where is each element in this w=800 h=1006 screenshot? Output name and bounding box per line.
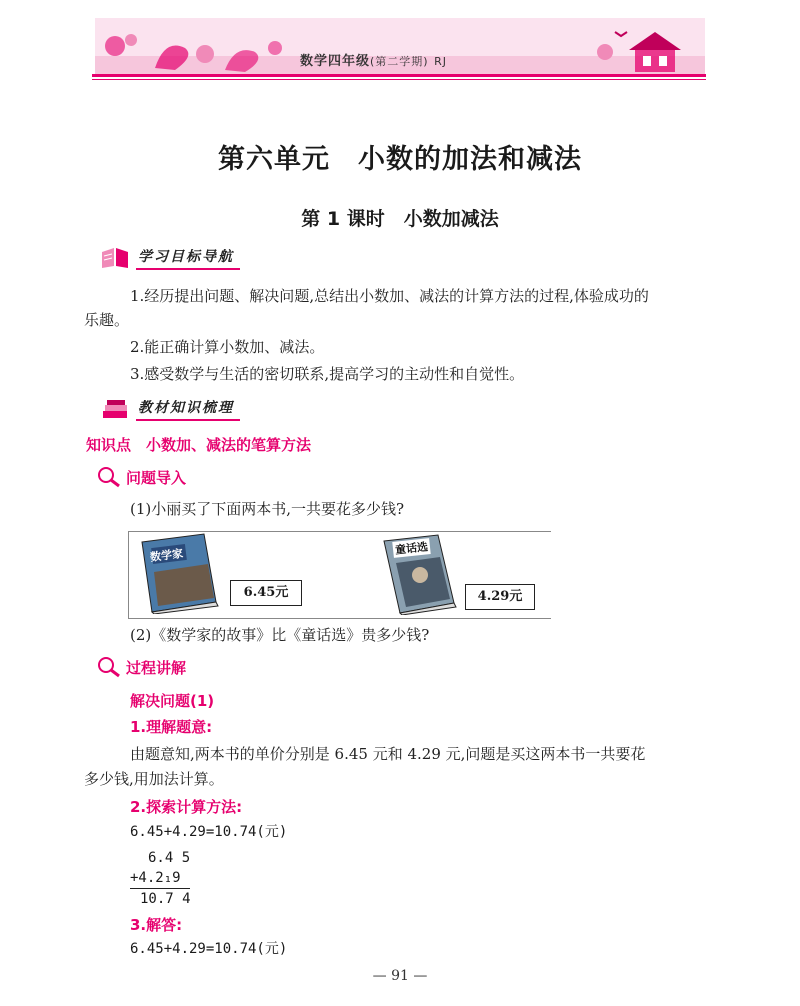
header-divider-thin (92, 79, 706, 80)
unit-title: 第六单元 小数的加法和减法 (218, 144, 582, 175)
magnifier-icon (96, 466, 122, 488)
equation: 6.45+4.29=10.74(元) (130, 824, 288, 840)
book-math-cover-title: 数学家 (149, 547, 184, 564)
book-story-cover-title: 童话选 (392, 538, 430, 558)
question-2: (2)《数学家的故事》比《童话选》贵多少钱? (130, 626, 430, 644)
step-1-text-cont: 多少钱,用加法计算。 (84, 770, 224, 788)
intro-heading: 问题导入 (96, 466, 186, 488)
answer: 6.45+4.29=10.74(元) (130, 941, 288, 957)
price-tag-story: 4.29元 (465, 584, 535, 610)
solve-problem-1: 解决问题(1) (130, 692, 215, 710)
goal-item-1: 1.经历提出问题、解决问题,总结出小数加、减法的计算方法的过程,体验成功的 (130, 287, 649, 305)
goals-badge: 学习目标导航 (100, 245, 240, 271)
step-2-title: 2.探索计算方法: (130, 798, 243, 816)
vertical-calc-line-3: 10.7 4 (140, 891, 191, 907)
question-1: (1)小丽买了下面两本书,一共要花多少钱? (130, 500, 405, 518)
step-1-text: 由题意知,两本书的单价分别是 6.45 元和 4.29 元,问题是买这两本书一共要花 (130, 745, 646, 763)
header-title: 数学四年级(第二学期) RJ (300, 54, 448, 69)
goal-item-3: 3.感受数学与生活的密切联系,提高学习的主动性和自觉性。 (130, 365, 525, 383)
vertical-calc-line-1: 6.4 5 (148, 850, 191, 866)
page-number: — 91 — (372, 968, 428, 984)
goal-item-1-cont: 乐趣。 (84, 311, 130, 329)
vertical-calc-line-2: +4.2₁9 (130, 870, 181, 886)
goal-item-2: 2.能正确计算小数加、减法。 (130, 338, 325, 356)
step-1-title: 1.理解题意: (130, 718, 213, 736)
lesson-title: 第 1 课时 小数加减法 (301, 208, 499, 230)
step-3-title: 3.解答: (130, 916, 183, 934)
book-icon (100, 246, 130, 270)
books-stack-icon (100, 397, 130, 421)
magnifier-icon (96, 656, 122, 678)
header-divider (92, 74, 706, 77)
price-tag-math: 6.45元 (230, 580, 302, 606)
knowledge-badge: 教材知识梳理 (100, 396, 240, 422)
knowledge-point-title: 知识点 小数加、减法的笔算方法 (86, 436, 312, 454)
process-heading: 过程讲解 (96, 656, 186, 678)
